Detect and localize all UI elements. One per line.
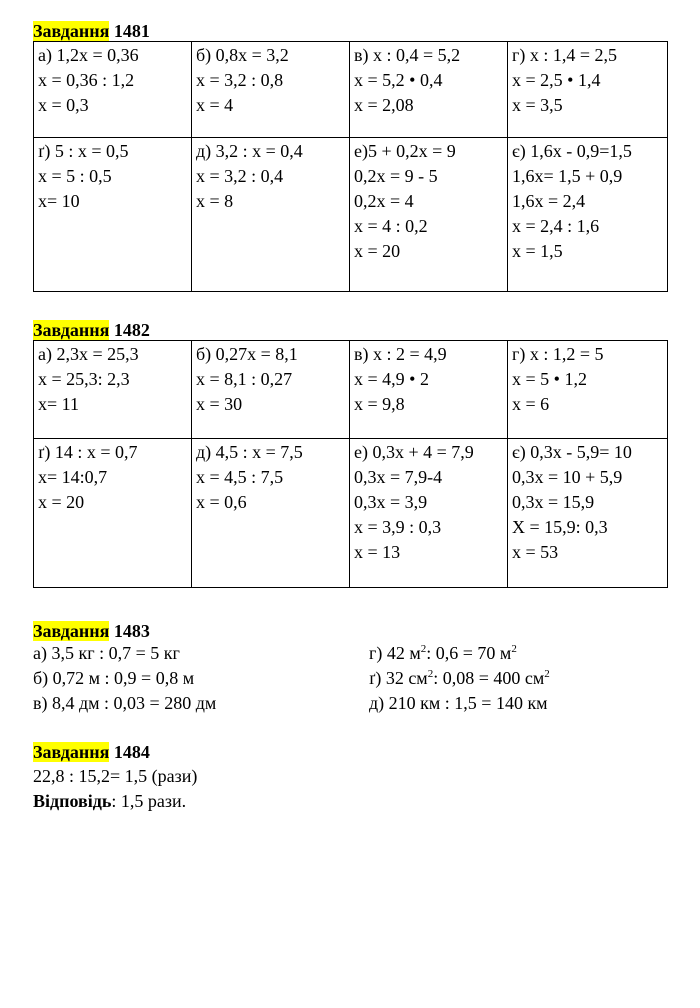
equation-line: г) х : 1,4 = 2,5 <box>512 45 618 65</box>
task-heading-label: Завдання <box>33 621 110 641</box>
equation-line: х = 0,36 : 1,2 <box>38 70 135 90</box>
equation-line: а) 2,3х = 25,3 <box>38 344 139 364</box>
unit-division-line: в) 8,4 дм : 0,03 = 280 дм <box>33 693 217 713</box>
task-1482-table <box>33 340 668 588</box>
task-heading-number: 1481 <box>113 21 150 41</box>
equation-line: г) х : 1,2 = 5 <box>512 344 604 364</box>
equation-line: в) х : 0,4 = 5,2 <box>354 45 461 65</box>
equation-line: 0,3х = 3,9 <box>354 492 428 512</box>
equation-line: х = 0,3 <box>38 95 89 115</box>
equation-line: х = 4 <box>196 95 234 115</box>
equation-line: в) х : 2 = 4,9 <box>354 344 447 364</box>
equation-line: Х = 15,9: 0,3 <box>512 517 608 537</box>
equation-line: є) 0,3х - 5,9= 10 <box>512 442 632 462</box>
equation-line: б) 0,8х = 3,2 <box>196 45 289 65</box>
task-1481-table <box>33 41 668 292</box>
equation-line: х = 1,5 <box>512 241 563 261</box>
equation-cell <box>34 138 192 292</box>
equation-cell <box>350 42 508 138</box>
equation-line: х= 10 <box>38 191 80 211</box>
equation-line: х = 0,6 <box>196 492 247 512</box>
equation-line: х = 25,3: 2,3 <box>38 369 130 389</box>
equation-cell <box>34 439 192 588</box>
answer-line <box>33 789 197 814</box>
equation-line: х = 5,2 • 0,4 <box>354 70 443 90</box>
equation-line: 1,6х= 1,5 + 0,9 <box>512 166 623 186</box>
answer-label: Відповідь <box>33 791 112 811</box>
equation-line: х = 4 : 0,2 <box>354 216 428 236</box>
equation-line: 0,3х = 15,9 <box>512 492 595 512</box>
task-heading-label: Завдання <box>33 320 110 340</box>
equation-line: х = 53 <box>512 542 559 562</box>
equation-line: 1,6х = 2,4 <box>512 191 586 211</box>
equation-line: ґ) 5 : х = 0,5 <box>38 141 129 161</box>
task-heading-label: Завдання <box>33 21 110 41</box>
task-1482-heading <box>33 319 150 341</box>
task-1483-heading <box>33 620 150 642</box>
table-row <box>34 439 668 588</box>
equation-line: х = 9,8 <box>354 394 405 414</box>
equation-line: е) 0,3х + 4 = 7,9 <box>354 442 474 462</box>
equation-line: х = 5 • 1,2 <box>512 369 587 389</box>
task-1483-right-column <box>369 641 550 716</box>
equation-line: 0,3х = 10 + 5,9 <box>512 467 623 487</box>
equation-cell <box>350 439 508 588</box>
unit-division-line: а) 3,5 кг : 0,7 = 5 кг <box>33 643 180 663</box>
equation-line: х = 3,2 : 0,8 <box>196 70 284 90</box>
equation-line: а) 1,2х = 0,36 <box>38 45 139 65</box>
equation-line: х = 2,08 <box>354 95 414 115</box>
unit-division-line: г) 42 $м^2$: 0,6 = 70 $м^2$ <box>369 643 517 663</box>
equation-cell <box>508 138 668 292</box>
equation-line: х = 20 <box>354 241 401 261</box>
table-row <box>34 42 668 138</box>
equation-cell <box>508 42 668 138</box>
equation-line: 0,2х = 9 - 5 <box>354 166 438 186</box>
equation-line: х = 6 <box>512 394 550 414</box>
equation-cell <box>350 341 508 439</box>
equation-line: б) 0,27х = 8,1 <box>196 344 298 364</box>
equation-line: 0,3х = 7,9-4 <box>354 467 443 487</box>
equation-line: х = 4,5 : 7,5 <box>196 467 284 487</box>
task-heading-number: 1484 <box>113 742 150 762</box>
table-row <box>34 341 668 439</box>
calculation-line: 22,8 : 15,2= 1,5 (рази) <box>33 766 198 786</box>
equation-cell <box>350 138 508 292</box>
equation-line: х = 2,4 : 1,6 <box>512 216 600 236</box>
equation-line: х = 3,5 <box>512 95 563 115</box>
equation-line: ґ) 14 : х = 0,7 <box>38 442 138 462</box>
equation-line: е)5 + 0,2х = 9 <box>354 141 456 161</box>
task-1484-heading <box>33 741 150 763</box>
equation-line: х = 2,5 • 1,4 <box>512 70 601 90</box>
equation-line: х = 4,9 • 2 <box>354 369 429 389</box>
unit-division-line: д) 210 км : 1,5 = 140 км <box>369 693 548 713</box>
equation-line: 0,2х = 4 <box>354 191 414 211</box>
task-heading-label: Завдання <box>33 742 110 762</box>
equation-line: д) 3,2 : х = 0,4 <box>196 141 303 161</box>
equation-cell <box>192 341 350 439</box>
equation-line: х = 8,1 : 0,27 <box>196 369 293 389</box>
equation-line: х= 14:0,7 <box>38 467 108 487</box>
table-row <box>34 138 668 292</box>
equation-line: х = 8 <box>196 191 234 211</box>
equation-cell <box>34 341 192 439</box>
unit-division-line: ґ) 32 $см^2$: 0,08 = 400 $см^2$ <box>369 668 550 688</box>
equation-line: х = 3,9 : 0,3 <box>354 517 442 537</box>
equation-line: х = 13 <box>354 542 401 562</box>
equation-cell <box>508 439 668 588</box>
answer-text: : 1,5 рази. <box>111 791 187 811</box>
task-1483-body <box>33 641 673 721</box>
task-heading-number: 1482 <box>113 320 150 340</box>
equation-line: х = 30 <box>196 394 243 414</box>
task-heading-number: 1483 <box>113 621 150 641</box>
equation-line: є) 1,6х - 0,9=1,5 <box>512 141 632 161</box>
task-1484-body <box>33 764 197 814</box>
equation-line: х= 11 <box>38 394 79 414</box>
equation-cell <box>34 42 192 138</box>
equation-cell <box>192 439 350 588</box>
equation-line: х = 20 <box>38 492 85 512</box>
equation-line: х = 5 : 0,5 <box>38 166 112 186</box>
equation-cell <box>192 138 350 292</box>
task-1483-left-column <box>33 641 216 716</box>
task-1481-heading <box>33 20 150 42</box>
equation-cell <box>508 341 668 439</box>
equation-cell <box>192 42 350 138</box>
equation-line: х = 3,2 : 0,4 <box>196 166 284 186</box>
unit-division-line: б) 0,72 м : 0,9 = 0,8 м <box>33 668 195 688</box>
equation-line: д) 4,5 : х = 7,5 <box>196 442 303 462</box>
